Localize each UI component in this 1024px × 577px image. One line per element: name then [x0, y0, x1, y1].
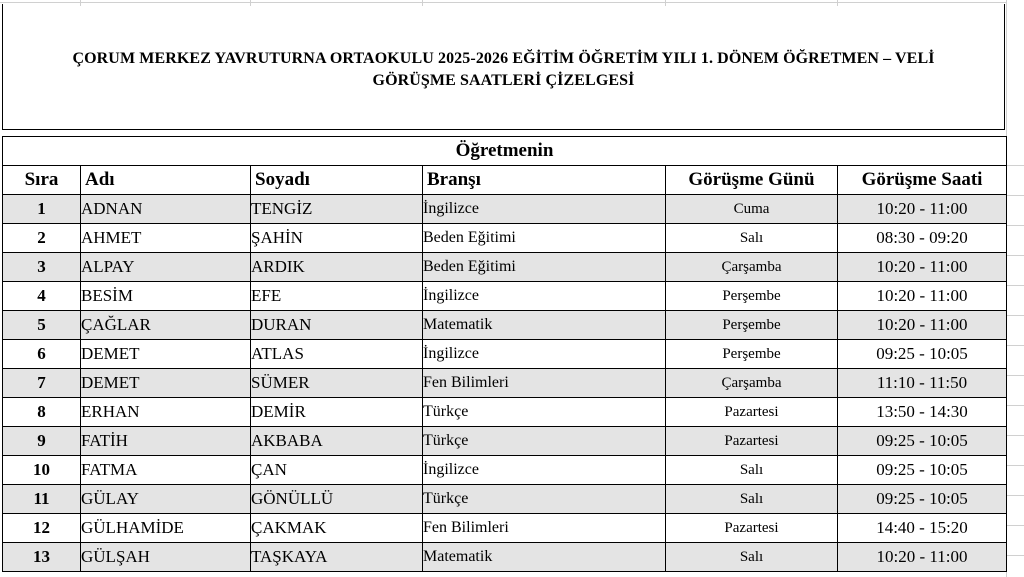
right-empty-column — [1006, 0, 1024, 577]
cell-adi[interactable]: FATMA — [81, 456, 251, 485]
cell-brans[interactable]: Fen Bilimleri — [423, 514, 666, 543]
cell-brans[interactable]: Beden Eğitimi — [423, 224, 666, 253]
cell-sira[interactable]: 10 — [3, 456, 81, 485]
cell-sira[interactable]: 11 — [3, 485, 81, 514]
cell-gun[interactable]: Salı — [666, 543, 838, 572]
cell-saat[interactable]: 10:20 - 11:00 — [838, 253, 1007, 282]
cell-gun[interactable]: Perşembe — [666, 340, 838, 369]
cell-soyadi[interactable]: ATLAS — [251, 340, 423, 369]
table-row — [3, 311, 1007, 340]
group-header-ogretmenin: Öğretmenin — [3, 137, 1007, 166]
cell-adi[interactable]: ALPAY — [81, 253, 251, 282]
cell-adi[interactable]: GÜLAY — [81, 485, 251, 514]
cell-saat[interactable]: 09:25 - 10:05 — [838, 456, 1007, 485]
cell-brans[interactable]: Beden Eğitimi — [423, 253, 666, 282]
cell-sira[interactable]: 4 — [3, 282, 81, 311]
cell-soyadi[interactable]: DURAN — [251, 311, 423, 340]
cell-sira[interactable]: 8 — [3, 398, 81, 427]
document-title-line-2: GÖRÜŞME SAATLERİ ÇİZELGESİ — [372, 71, 635, 89]
cell-brans[interactable]: Türkçe — [423, 485, 666, 514]
cell-gun[interactable]: Çarşamba — [666, 253, 838, 282]
table-row — [3, 514, 1007, 543]
cell-sira[interactable]: 3 — [3, 253, 81, 282]
cell-adi[interactable]: ÇAĞLAR — [81, 311, 251, 340]
table-row — [3, 340, 1007, 369]
table-row — [3, 543, 1007, 572]
cell-sira[interactable]: 7 — [3, 369, 81, 398]
cell-gun[interactable]: Salı — [666, 456, 838, 485]
cell-saat[interactable]: 09:25 - 10:05 — [838, 340, 1007, 369]
cell-brans[interactable]: İngilizce — [423, 282, 666, 311]
table-row — [3, 427, 1007, 456]
table-row — [3, 456, 1007, 485]
cell-sira[interactable]: 2 — [3, 224, 81, 253]
cell-soyadi[interactable]: ARDIK — [251, 253, 423, 282]
cell-adi[interactable]: ERHAN — [81, 398, 251, 427]
cell-sira[interactable]: 13 — [3, 543, 81, 572]
cell-gun[interactable]: Salı — [666, 485, 838, 514]
cell-adi[interactable]: GÜLŞAH — [81, 543, 251, 572]
cell-adi[interactable]: GÜLHAMİDE — [81, 514, 251, 543]
cell-adi[interactable]: AHMET — [81, 224, 251, 253]
cell-gun[interactable]: Perşembe — [666, 282, 838, 311]
cell-saat[interactable]: 09:25 - 10:05 — [838, 485, 1007, 514]
cell-saat[interactable]: 13:50 - 14:30 — [838, 398, 1007, 427]
cell-soyadi[interactable]: ŞAHİN — [251, 224, 423, 253]
column-header-bransi: Branşı — [423, 166, 666, 195]
table-row — [3, 224, 1007, 253]
cell-gun[interactable]: Pazartesi — [666, 514, 838, 543]
cell-soyadi[interactable]: ÇAKMAK — [251, 514, 423, 543]
cell-sira[interactable]: 12 — [3, 514, 81, 543]
cell-saat[interactable]: 11:10 - 11:50 — [838, 369, 1007, 398]
table-row — [3, 195, 1007, 224]
table-row — [3, 282, 1007, 311]
cell-sira[interactable]: 5 — [3, 311, 81, 340]
cell-saat[interactable]: 08:30 - 09:20 — [838, 224, 1007, 253]
top-gridline — [0, 0, 1024, 3]
column-header-soyadi: Soyadı — [251, 166, 423, 195]
cell-sira[interactable]: 1 — [3, 195, 81, 224]
cell-brans[interactable]: Türkçe — [423, 427, 666, 456]
cell-brans[interactable]: Türkçe — [423, 398, 666, 427]
cell-adi[interactable]: ADNAN — [81, 195, 251, 224]
cell-brans[interactable]: İngilizce — [423, 195, 666, 224]
cell-brans[interactable]: İngilizce — [423, 340, 666, 369]
table-row — [3, 398, 1007, 427]
cell-soyadi[interactable]: SÜMER — [251, 369, 423, 398]
cell-saat[interactable]: 10:20 - 11:00 — [838, 282, 1007, 311]
cell-adi[interactable]: FATİH — [81, 427, 251, 456]
cell-gun[interactable]: Cuma — [666, 195, 838, 224]
cell-sira[interactable]: 9 — [3, 427, 81, 456]
cell-brans[interactable]: Matematik — [423, 311, 666, 340]
cell-soyadi[interactable]: EFE — [251, 282, 423, 311]
column-header-sira: Sıra — [3, 166, 81, 195]
table-row — [3, 485, 1007, 514]
cell-adi[interactable]: DEMET — [81, 369, 251, 398]
column-header-gorusme-gunu: Görüşme Günü — [666, 166, 838, 195]
teacher-schedule-table — [2, 136, 1007, 572]
cell-gun[interactable]: Çarşamba — [666, 369, 838, 398]
cell-saat[interactable]: 10:20 - 11:00 — [838, 543, 1007, 572]
cell-gun[interactable]: Pazartesi — [666, 398, 838, 427]
cell-sira[interactable]: 6 — [3, 340, 81, 369]
cell-saat[interactable]: 09:25 - 10:05 — [838, 427, 1007, 456]
cell-brans[interactable]: Fen Bilimleri — [423, 369, 666, 398]
column-header-adi: Adı — [81, 166, 251, 195]
column-header-gorusme-saati: Görüşme Saati — [838, 166, 1007, 195]
table-row — [3, 253, 1007, 282]
document-title-line-1: ÇORUM MERKEZ YAVRUTURNA ORTAOKULU 2025-2026 EĞİTİM ÖĞRETİM YILI 1. DÖNEM ÖĞRETMEN – VELİ — [72, 49, 935, 67]
cell-soyadi[interactable]: ÇAN — [251, 456, 423, 485]
cell-soyadi[interactable]: TAŞKAYA — [251, 543, 423, 572]
cell-saat[interactable]: 10:20 - 11:00 — [838, 195, 1007, 224]
cell-gun[interactable]: Perşembe — [666, 311, 838, 340]
cell-saat[interactable]: 10:20 - 11:00 — [838, 311, 1007, 340]
cell-adi[interactable]: BESİM — [81, 282, 251, 311]
cell-gun[interactable]: Pazartesi — [666, 427, 838, 456]
cell-adi[interactable]: DEMET — [81, 340, 251, 369]
cell-brans[interactable]: İngilizce — [423, 456, 666, 485]
cell-soyadi[interactable]: DEMİR — [251, 398, 423, 427]
cell-soyadi[interactable]: AKBABA — [251, 427, 423, 456]
cell-saat[interactable]: 14:40 - 15:20 — [838, 514, 1007, 543]
document-title-block — [2, 4, 1005, 130]
cell-brans[interactable]: Matematik — [423, 543, 666, 572]
cell-soyadi[interactable]: GÖNÜLLÜ — [251, 485, 423, 514]
cell-gun[interactable]: Salı — [666, 224, 838, 253]
cell-soyadi[interactable]: TENGİZ — [251, 195, 423, 224]
table-row — [3, 369, 1007, 398]
